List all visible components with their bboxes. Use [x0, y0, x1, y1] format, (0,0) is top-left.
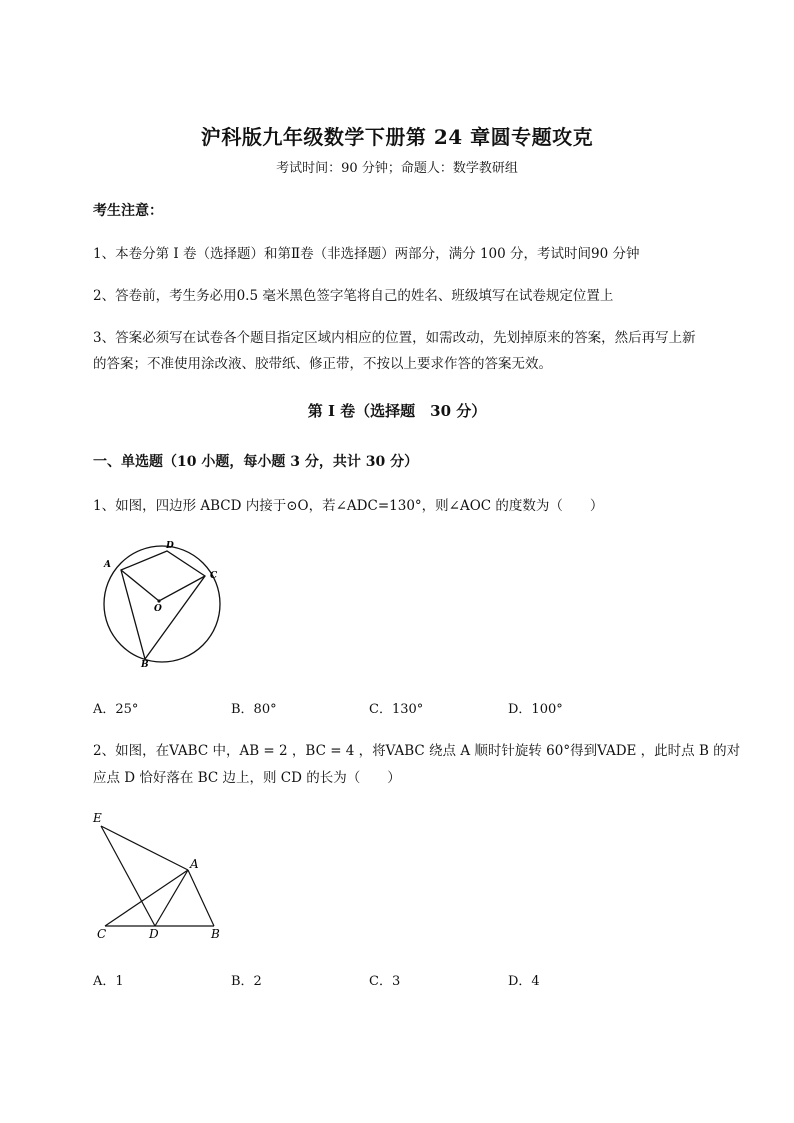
label-a2: A — [190, 857, 199, 871]
label-b2: B — [211, 927, 220, 941]
part-heading: 一、单选题（10 小题，每小题 3 分，共计 30 分） — [93, 454, 419, 470]
notice-item-2: 2、答卷前，考生务必用0.5 毫米黑色签字笔将自己的姓名、班级填写在试卷规定位置上 — [93, 288, 614, 304]
notice-item-3-cont: 的答案；不准使用涂改液、胶带纸、修正带，不按以上要求作答的答案无效。 — [93, 356, 552, 372]
question-2-text-line1: 2、如图，在VABC 中，AB = 2 ，BC = 4 ，将VABC 绕点 A 顺时针旋转 60°得到VADE ，此时点 B 的对 — [93, 743, 741, 759]
q1-option-c: C．130° — [369, 702, 424, 717]
notice-heading: 考生注意： — [93, 203, 163, 219]
segment-ca — [105, 870, 188, 926]
label-b: B — [141, 660, 149, 670]
q1-option-b: B．80° — [231, 702, 277, 717]
notice-item-3: 3、答案必须写在试卷各个题目指定区域内相应的位置，如需改动，先划掉原来的答案，然后再写上新 — [93, 330, 696, 346]
label-e: E — [93, 811, 102, 825]
q2-option-a: A．1 — [93, 974, 124, 989]
segment-da — [155, 870, 188, 926]
label-d2: D — [149, 927, 159, 941]
label-c: C — [210, 571, 218, 581]
label-o: O — [154, 604, 162, 614]
q2-option-c: C．3 — [369, 974, 401, 989]
page-title: 沪科版九年级数学下册第 24 章圆专题攻克 — [200, 125, 594, 149]
q2-option-d: D．4 — [508, 974, 540, 989]
question-2-text-line2: 应点 D 恰好落在 BC 边上，则 CD 的长为（ ） — [93, 770, 401, 786]
notice-item-1: 1、本卷分第 I 卷（选择题）和第Ⅱ卷（非选择题）两部分，满分 100 分，考试时间90 分钟 — [93, 246, 640, 262]
label-a: A — [104, 560, 111, 570]
q1-option-a: A．25° — [93, 702, 139, 717]
exam-info: 考试时间：90 分钟；命题人：数学教研组 — [276, 161, 518, 176]
section-title: 第 I 卷（选择题 30 分） — [307, 402, 487, 420]
q2-option-b: B．2 — [231, 974, 262, 989]
segment-ab — [188, 870, 214, 926]
label-d: D — [166, 541, 174, 551]
label-c2: C — [97, 927, 107, 941]
q1-option-d: D．100° — [508, 702, 563, 717]
question-1-text: 1、如图，四边形 ABCD 内接于⊙O，若∠ADC=130°，则∠AOC 的度数为（ ） — [93, 498, 604, 514]
segment-ea — [101, 826, 188, 870]
